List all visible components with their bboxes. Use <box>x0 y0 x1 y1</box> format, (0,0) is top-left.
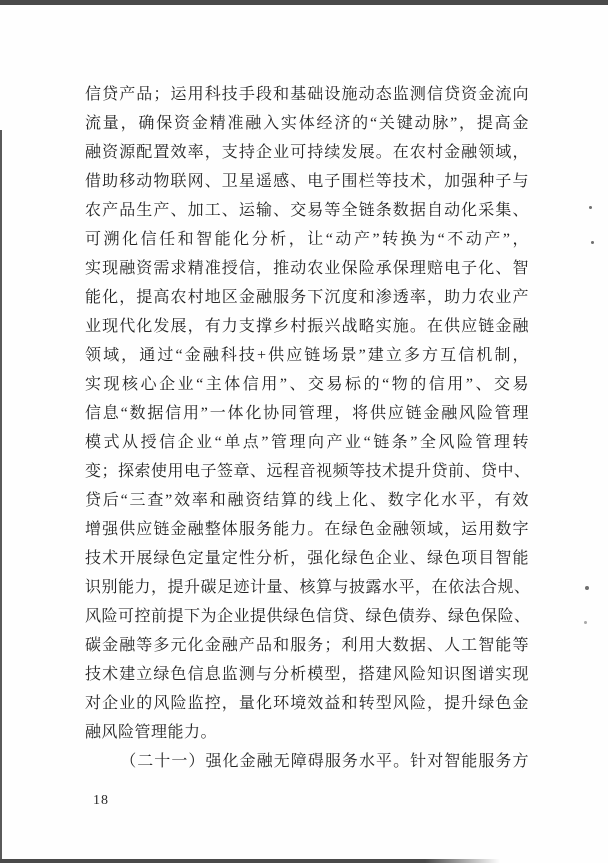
text-line: 风险可控前提下为企业提供绿色信贷、绿色债券、绿色保险、 <box>85 608 531 625</box>
scan-edge-left <box>0 130 2 863</box>
text-line: 业现代化发展，有力支撑乡村振兴战略实施。在供应链金融 <box>85 318 529 335</box>
text-line: 对企业的风险监控，量化环境效益和转型风险，提升绿色金 <box>85 695 529 712</box>
text-line: 贷后“三查”效率和融资结算的线上化、数字化水平，有效 <box>85 492 529 509</box>
scan-noise-speck <box>585 586 589 590</box>
scan-edge-top <box>0 0 608 5</box>
text-line: 信贷产品；运用科技手段和基础设施动态监测信贷资金流向 <box>85 86 529 103</box>
text-line: 借助移动物联网、卫星遥感、电子围栏等技术，加强种子与 <box>85 173 529 190</box>
text-line: 技术建立绿色信息监测与分析模型，搭建风险知识图谱实现 <box>85 666 529 683</box>
text-line: 可溯化信任和智能化分析，让“动产”转换为“不动产”， <box>85 231 529 248</box>
text-line: 模式从授信企业“单点”管理向产业“链条”全风险管理转 <box>85 434 529 451</box>
text-line: 实现核心企业“主体信用”、交易标的“物的信用”、交易 <box>85 376 529 393</box>
text-line: 融风险管理能力。 <box>85 724 218 741</box>
body-text <box>85 80 529 776</box>
text-line: 领域，通过“金融科技+供应链场景”建立多方互信机制， <box>85 347 529 364</box>
scan-noise-speck <box>584 621 587 624</box>
text-line: 技术开展绿色定量定性分析，强化绿色企业、绿色项目智能 <box>85 550 529 567</box>
scan-noise-speck <box>589 206 592 209</box>
text-line: 融资源配置效率，支持企业可持续发展。在农村金融领域， <box>85 144 529 161</box>
scan-edge-bottom <box>0 859 500 863</box>
text-line: 农产品生产、加工、运输、交易等全链条数据自动化采集、 <box>85 202 529 219</box>
text-line: 实现融资需求精准授信，推动农业保险承保理赔电子化、智 <box>85 260 529 277</box>
text-line: 识别能力，提升碳足迹计量、核算与披露水平，在依法合规、 <box>85 579 531 596</box>
text-line: 能化，提高农村地区金融服务下沉度和渗透率，助力农业产 <box>85 289 529 306</box>
page-number: 18 <box>93 793 109 808</box>
text-line: 流量，确保资金精准融入实体经济的“关键动脉”，提高金 <box>85 115 529 132</box>
text-line: 变；探索使用电子签章、远程音视频等技术提升贷前、贷中、 <box>85 463 531 480</box>
scan-noise-speck <box>591 241 594 244</box>
text-line-section-heading: （二十一）强化金融无障碍服务水平。针对智能服务方 <box>120 753 529 770</box>
text-line: 碳金融等多元化金融产品和服务；利用大数据、人工智能等 <box>85 637 529 654</box>
text-line: 增强供应链金融整体服务能力。在绿色金融领域，运用数字 <box>85 521 529 538</box>
text-line: 信息“数据信用”一体化协同管理，将供应链金融风险管理 <box>85 405 529 422</box>
